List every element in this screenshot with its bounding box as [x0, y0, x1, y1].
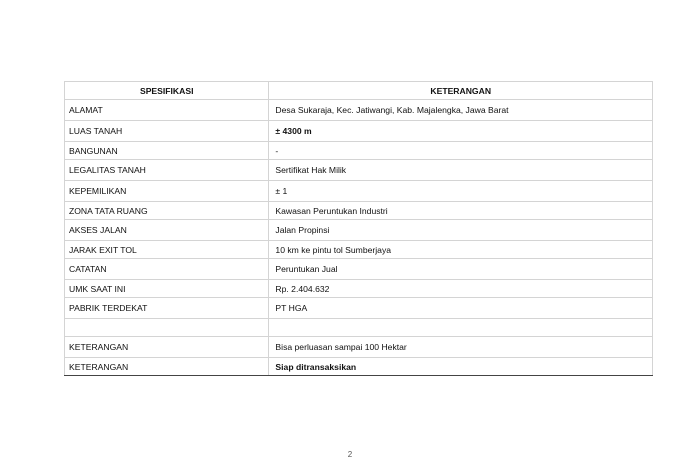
row-label: BANGUNAN: [65, 142, 269, 160]
table-row-keterangan-perluasan: [65, 337, 653, 358]
table-row-alamat: [65, 100, 653, 121]
table-row-zona-tata-ruang: [65, 202, 653, 220]
row-label: JARAK EXIT TOL: [65, 241, 269, 259]
row-label: ALAMAT: [65, 100, 269, 121]
row-value: Bisa perluasan sampai 100 Hektar: [269, 337, 653, 358]
table-row-kepemilikan: [65, 181, 653, 202]
table-row-akses-jalan: [65, 220, 653, 241]
page-number: 2: [347, 450, 353, 459]
table-row-jarak-exit-tol: [65, 241, 653, 259]
row-value: Kawasan Peruntukan Industri: [269, 202, 653, 220]
row-value: 10 km ke pintu tol Sumberjaya: [269, 241, 653, 259]
table-row-bangunan: [65, 142, 653, 160]
header-keterangan: KETERANGAN: [269, 82, 653, 100]
row-label: CATATAN: [65, 259, 269, 280]
row-value: -: [269, 142, 653, 160]
row-label: KEPEMILIKAN: [65, 181, 269, 202]
row-value: Siap ditransaksikan: [269, 358, 653, 376]
table-row-umk-saat-ini: [65, 280, 653, 298]
row-value: Jalan Propinsi: [269, 220, 653, 241]
row-label: PABRIK TERDEKAT: [65, 298, 269, 319]
row-value: Sertifikat Hak Milik: [269, 160, 653, 181]
row-label: UMK SAAT INI: [65, 280, 269, 298]
row-label: AKSES JALAN: [65, 220, 269, 241]
row-value: Rp. 2.404.632: [269, 280, 653, 298]
row-label: LUAS TANAH: [65, 121, 269, 142]
row-value: Peruntukan Jual: [269, 259, 653, 280]
table-row-catatan: [65, 259, 653, 280]
table-row-luas-tanah: [65, 121, 653, 142]
table-row-pabrik-terdekat: [65, 298, 653, 319]
row-value: Desa Sukaraja, Kec. Jatiwangi, Kab. Majalengka, Jawa Barat: [269, 100, 653, 121]
table-row-legalitas-tanah: [65, 160, 653, 181]
row-value: PT HGA: [269, 298, 653, 319]
specification-table: [64, 81, 653, 376]
table-row-blank: [65, 319, 653, 337]
row-value: ± 4300 m: [269, 121, 653, 142]
row-label: KETERANGAN: [65, 337, 269, 358]
row-label: ZONA TATA RUANG: [65, 202, 269, 220]
row-label: KETERANGAN: [65, 358, 269, 376]
row-label: LEGALITAS TANAH: [65, 160, 269, 181]
header-spesifikasi: SPESIFIKASI: [65, 82, 269, 100]
row-value: ± 1: [269, 181, 653, 202]
table-header-row: [65, 82, 653, 100]
row-label: [65, 319, 269, 337]
table-row-keterangan-transaksi: [65, 358, 653, 376]
row-value: [269, 319, 653, 337]
